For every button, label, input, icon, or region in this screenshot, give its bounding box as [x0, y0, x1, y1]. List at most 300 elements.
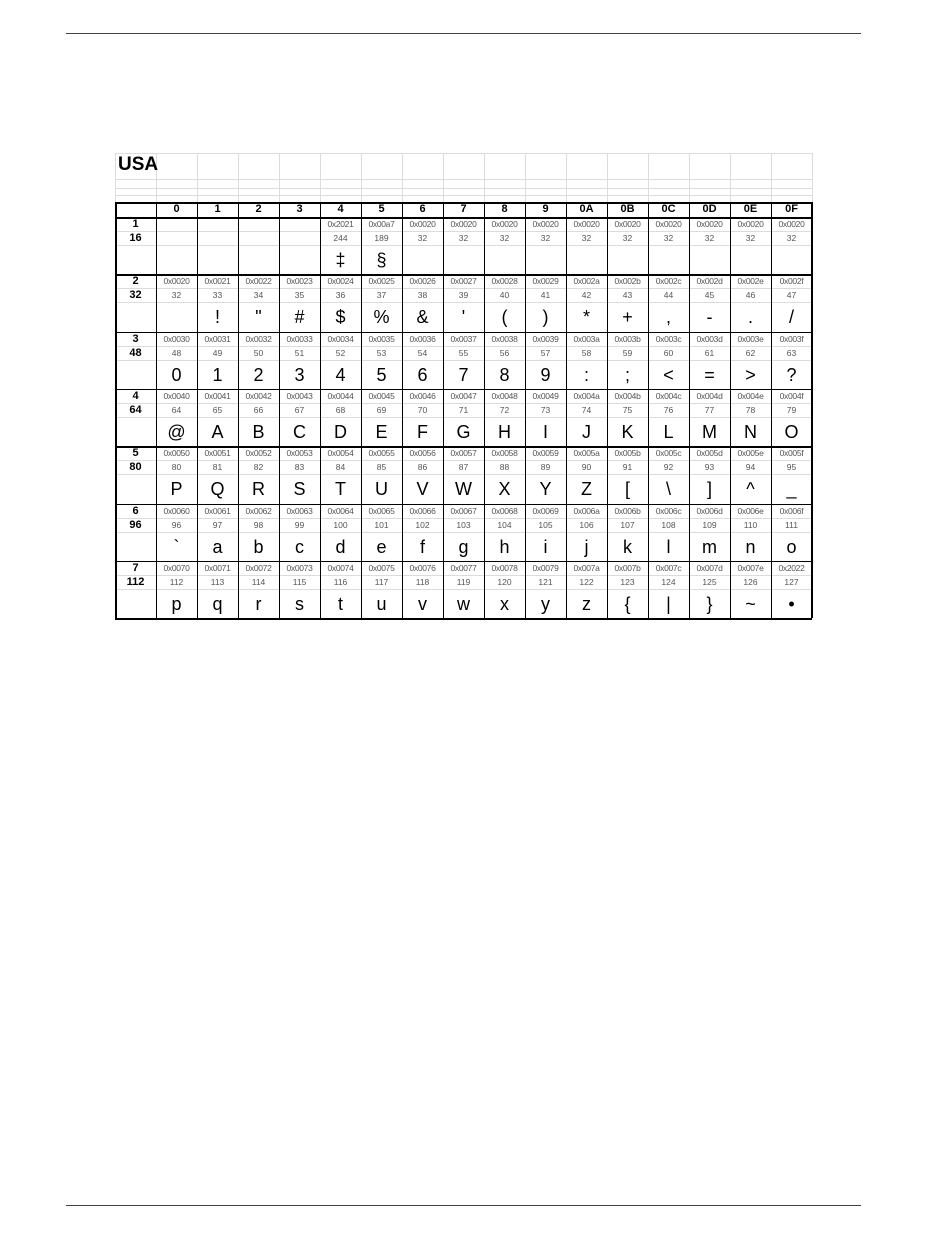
decimal-code: 70 [417, 404, 428, 415]
decimal-code: 66 [253, 404, 264, 415]
decimal-code: 38 [417, 290, 428, 301]
hex-code: 0x006c [655, 505, 682, 516]
decimal-code: 62 [745, 347, 756, 358]
hex-code: 0x0020 [655, 219, 682, 229]
hex-code: 0x002b [614, 276, 641, 287]
row-base: 16 [129, 232, 142, 244]
column-header: 0 [173, 203, 180, 215]
hex-code: 0x2021 [327, 219, 354, 229]
glyph: • [788, 593, 795, 614]
glyph: n [745, 536, 756, 557]
decimal-code: 48 [171, 347, 182, 358]
row-base: 80 [129, 461, 142, 474]
decimal-code: 63 [786, 347, 797, 358]
glyph [771, 249, 812, 274]
decimal-code: 115 [292, 576, 307, 587]
glyph: v [418, 593, 427, 614]
hex-code: 0x0056 [409, 448, 436, 459]
decimal-code: 118 [415, 576, 430, 587]
decimal-code: 113 [210, 576, 225, 587]
row-number: 4 [132, 389, 139, 402]
decimal-code: 32 [704, 233, 715, 243]
decimal-code: 32 [622, 233, 633, 243]
decimal-code: 32 [540, 233, 551, 243]
decimal-code: 43 [622, 290, 633, 301]
row-number: 7 [132, 561, 139, 574]
decimal-code: 121 [538, 576, 553, 587]
hex-code: 0x0057 [450, 448, 477, 459]
hex-code: 0x003b [614, 333, 641, 344]
glyph: l [666, 536, 671, 557]
decimal-code: 85 [376, 462, 387, 473]
glyph: 2 [253, 364, 264, 385]
glyph: } [706, 593, 713, 614]
hex-code: 0x005f [779, 448, 804, 459]
hex-code: 0x0039 [532, 333, 559, 344]
hex-code: 0x0075 [368, 562, 395, 573]
decimal-code: 45 [704, 290, 715, 301]
hex-code: 0x0046 [409, 390, 436, 401]
decimal-code: 119 [456, 576, 471, 587]
glyph: \ [665, 479, 671, 500]
glyph [238, 249, 279, 274]
glyph: p [171, 593, 182, 614]
hex-code: 0x0055 [368, 448, 395, 459]
hex-code: 0x0020 [163, 276, 190, 287]
decimal-code: 110 [743, 519, 758, 530]
glyph: u [376, 593, 387, 614]
glyph: A [211, 421, 224, 442]
hex-code: 0x0020 [573, 219, 600, 229]
glyph: o [786, 536, 797, 557]
hex-code: 0x007b [614, 562, 641, 573]
hex-code: 0x004a [573, 390, 600, 401]
decimal-code: 87 [458, 462, 469, 473]
decimal-code: 92 [663, 462, 674, 473]
glyph: k [623, 536, 632, 557]
glyph: * [582, 307, 590, 328]
column-header: 0D [702, 203, 717, 215]
row-border [115, 618, 812, 620]
decimal-code: 82 [253, 462, 264, 473]
decimal-code: 98 [253, 519, 264, 530]
hex-code: 0x0020 [778, 219, 805, 229]
glyph: 9 [540, 364, 551, 385]
glyph: - [706, 307, 713, 328]
glyph: T [335, 479, 346, 500]
hex-code: 0x004f [779, 390, 804, 401]
hex-code: 0x0020 [409, 219, 436, 229]
glyph: ; [624, 364, 630, 385]
glyph: @ [167, 421, 186, 442]
hex-code: 0x005c [655, 448, 682, 459]
glyph: ` [173, 536, 180, 557]
decimal-code: 84 [335, 462, 346, 473]
decimal-code: 32 [499, 233, 510, 243]
column-header: 0C [661, 203, 676, 215]
decimal-code: 99 [294, 519, 305, 530]
hex-code: 0x0069 [532, 505, 559, 516]
decimal-code: 32 [581, 233, 592, 243]
decimal-code: 108 [661, 519, 676, 530]
decimal-code: 55 [458, 347, 469, 358]
decimal-code: 116 [333, 576, 348, 587]
decimal-code: 102 [415, 519, 430, 530]
glyph: { [624, 593, 631, 614]
decimal-code [156, 232, 197, 246]
column-header: 1 [214, 203, 221, 215]
hex-code: 0x2022 [778, 562, 805, 573]
decimal-code: 61 [704, 347, 715, 358]
hex-code: 0x003f [779, 333, 804, 344]
glyph: , [665, 307, 671, 328]
row-number: 2 [132, 275, 139, 288]
hex-code [238, 218, 279, 232]
hex-code: 0x0073 [286, 562, 313, 573]
hex-code: 0x004e [737, 390, 764, 401]
header-rule [66, 33, 861, 34]
decimal-code: 75 [622, 404, 633, 415]
hex-code: 0x0049 [532, 390, 559, 401]
hex-code: 0x0045 [368, 390, 395, 401]
column-header: 6 [419, 203, 426, 215]
hex-code: 0x0067 [450, 505, 477, 516]
glyph [156, 306, 197, 331]
glyph: N [744, 421, 757, 442]
hex-code: 0x006e [737, 505, 764, 516]
decimal-code: 32 [171, 290, 182, 301]
glyph: b [253, 536, 264, 557]
hex-code: 0x0063 [286, 505, 313, 516]
decimal-code: 41 [540, 290, 551, 301]
gridline-horizontal [115, 179, 812, 180]
hex-code: 0x007a [573, 562, 600, 573]
glyph: F [417, 421, 428, 442]
decimal-code: 39 [458, 290, 469, 301]
decimal-code: 49 [212, 347, 223, 358]
hex-code: 0x0036 [409, 333, 436, 344]
hex-code: 0x0053 [286, 448, 313, 459]
glyph: G [456, 421, 471, 442]
glyph: g [458, 536, 469, 557]
decimal-code: 96 [171, 519, 182, 530]
glyph: ? [786, 364, 797, 385]
glyph: d [335, 536, 346, 557]
glyph: ~ [745, 593, 756, 614]
hex-code: 0x0031 [204, 333, 231, 344]
decimal-code: 40 [499, 290, 510, 301]
row-base: 48 [129, 346, 142, 359]
decimal-code: 100 [333, 519, 348, 530]
hex-code: 0x0034 [327, 333, 354, 344]
decimal-code: 32 [745, 233, 756, 243]
hex-code: 0x0077 [450, 562, 477, 573]
glyph: Y [539, 479, 552, 500]
row-number: 3 [132, 332, 139, 345]
decimal-code: 51 [294, 347, 305, 358]
glyph [443, 249, 484, 274]
decimal-code: 126 [743, 576, 758, 587]
hex-code: 0x0062 [245, 505, 272, 516]
glyph: e [376, 536, 387, 557]
decimal-code: 86 [417, 462, 428, 473]
hex-code: 0x0024 [327, 276, 354, 287]
column-header: 8 [501, 203, 508, 215]
decimal-code: 117 [374, 576, 389, 587]
decimal-code: 59 [622, 347, 633, 358]
glyph [197, 249, 238, 274]
decimal-code: 109 [702, 519, 717, 530]
hex-code: 0x0040 [163, 390, 190, 401]
hex-code: 0x0020 [450, 219, 477, 229]
hex-code: 0x0030 [163, 333, 190, 344]
hex-code: 0x003e [737, 333, 764, 344]
glyph: w [457, 593, 470, 614]
hex-code: 0x0037 [450, 333, 477, 344]
decimal-code: 72 [499, 404, 510, 415]
hex-code: 0x0061 [204, 505, 231, 516]
decimal-code: 124 [661, 576, 676, 587]
character-set-sheet [115, 153, 812, 618]
decimal-code: 69 [376, 404, 387, 415]
hex-code: 0x0020 [614, 219, 641, 229]
hex-code: 0x006f [779, 505, 804, 516]
glyph: X [498, 479, 511, 500]
decimal-code: 101 [374, 519, 389, 530]
glyph: D [334, 421, 347, 442]
decimal-code: 42 [581, 290, 592, 301]
glyph: m [702, 536, 717, 557]
hex-code: 0x004d [696, 390, 723, 401]
glyph: V [416, 479, 429, 500]
glyph: i [543, 536, 548, 557]
decimal-code [279, 232, 320, 246]
decimal-code: 79 [786, 404, 797, 415]
glyph [525, 249, 566, 274]
column-header: 7 [460, 203, 467, 215]
decimal-code: 64 [171, 404, 182, 415]
column-header: 4 [337, 203, 344, 215]
column-header: 0A [579, 203, 594, 215]
hex-code: 0x0020 [696, 219, 723, 229]
column-header: 3 [296, 203, 303, 215]
glyph: Q [210, 479, 225, 500]
decimal-code: 76 [663, 404, 674, 415]
glyph: > [745, 364, 756, 385]
hex-code: 0x0070 [163, 562, 190, 573]
glyph [566, 249, 607, 274]
hex-code: 0x0079 [532, 562, 559, 573]
glyph: 1 [212, 364, 223, 385]
glyph [279, 249, 320, 274]
glyph: ( [501, 307, 508, 328]
decimal-code: 77 [704, 404, 715, 415]
row-number: 1 [132, 218, 139, 230]
glyph: R [252, 479, 265, 500]
glyph: ‡ [335, 250, 346, 270]
row-number: 6 [132, 504, 139, 517]
decimal-code: 57 [540, 347, 551, 358]
decimal-code: 32 [663, 233, 674, 243]
glyph: : [583, 364, 589, 385]
glyph: & [416, 307, 429, 328]
decimal-code: 56 [499, 347, 510, 358]
decimal-code: 65 [212, 404, 223, 415]
glyph: M [702, 421, 717, 442]
hex-code: 0x0033 [286, 333, 313, 344]
hex-code: 0x007c [655, 562, 682, 573]
decimal-code: 125 [702, 576, 717, 587]
decimal-code: 73 [540, 404, 551, 415]
hex-code: 0x00a7 [368, 219, 395, 229]
glyph: / [788, 307, 794, 328]
table-title: USA [118, 154, 159, 175]
glyph [648, 249, 689, 274]
glyph: S [293, 479, 306, 500]
glyph [402, 249, 443, 274]
decimal-code: 89 [540, 462, 551, 473]
hex-code: 0x006d [696, 505, 723, 516]
hex-code: 0x0043 [286, 390, 313, 401]
decimal-code: 54 [417, 347, 428, 358]
glyph: 8 [499, 364, 510, 385]
hex-code: 0x0023 [286, 276, 313, 287]
decimal-code: 83 [294, 462, 305, 473]
glyph: + [622, 307, 633, 328]
hex-code: 0x002c [655, 276, 682, 287]
hex-code: 0x006b [614, 505, 641, 516]
glyph: ! [214, 307, 220, 328]
hex-code: 0x007d [696, 562, 723, 573]
decimal-code: 94 [745, 462, 756, 473]
decimal-code: 32 [417, 233, 428, 243]
hex-code: 0x0072 [245, 562, 272, 573]
decimal-code: 53 [376, 347, 387, 358]
hex-code: 0x0066 [409, 505, 436, 516]
glyph: 6 [417, 364, 428, 385]
glyph: I [542, 421, 548, 442]
glyph: § [376, 250, 387, 270]
glyph [689, 249, 730, 274]
decimal-code: 74 [581, 404, 592, 415]
decimal-code: 120 [497, 576, 512, 587]
decimal-code: 32 [458, 233, 469, 243]
decimal-code: 127 [784, 576, 799, 587]
decimal-code: 112 [169, 576, 184, 587]
glyph: $ [335, 307, 346, 328]
row-base: 112 [126, 575, 145, 588]
decimal-code: 95 [786, 462, 797, 473]
decimal-code: 106 [579, 519, 594, 530]
glyph [607, 249, 648, 274]
hex-code: 0x0078 [491, 562, 518, 573]
decimal-code: 88 [499, 462, 510, 473]
decimal-code: 44 [663, 290, 674, 301]
hex-code: 0x0068 [491, 505, 518, 516]
row-base: 96 [129, 518, 142, 531]
decimal-code [238, 232, 279, 246]
hex-code [197, 218, 238, 232]
glyph: J [582, 421, 591, 442]
column-header: 9 [542, 203, 549, 215]
column-header: 0B [620, 203, 635, 215]
hex-code: 0x003a [573, 333, 600, 344]
hex-code: 0x0032 [245, 333, 272, 344]
glyph: 4 [335, 364, 346, 385]
decimal-code: 78 [745, 404, 756, 415]
decimal-code: 32 [786, 233, 797, 243]
glyph: 7 [458, 364, 469, 385]
hex-code: 0x0025 [368, 276, 395, 287]
decimal-code: 103 [456, 519, 471, 530]
column-header: 0F [785, 203, 798, 215]
hex-code: 0x003c [655, 333, 682, 344]
glyph: W [455, 479, 472, 500]
decimal-code: 122 [579, 576, 594, 587]
decimal-code: 90 [581, 462, 592, 473]
glyph: r [255, 593, 262, 614]
hex-code: 0x0065 [368, 505, 395, 516]
hex-code: 0x002f [779, 276, 804, 287]
glyph [484, 249, 525, 274]
decimal-code: 189 [374, 233, 389, 243]
glyph: K [621, 421, 634, 442]
decimal-code: 33 [212, 290, 223, 301]
glyph: f [419, 536, 425, 557]
decimal-code: 60 [663, 347, 674, 358]
hex-code: 0x006a [573, 505, 600, 516]
glyph: _ [786, 479, 797, 500]
decimal-code: 71 [458, 404, 469, 415]
hex-code: 0x0020 [532, 219, 559, 229]
decimal-code: 36 [335, 290, 346, 301]
hex-code: 0x003d [696, 333, 723, 344]
hex-code: 0x0071 [204, 562, 231, 573]
decimal-code: 80 [171, 462, 182, 473]
row-number: 5 [132, 447, 139, 460]
glyph: # [294, 307, 305, 328]
hex-code: 0x002a [573, 276, 600, 287]
hex-code: 0x0020 [491, 219, 518, 229]
hex-code: 0x002e [737, 276, 764, 287]
glyph: t [337, 593, 343, 614]
decimal-code: 67 [294, 404, 305, 415]
glyph: a [212, 536, 223, 557]
glyph: ] [706, 479, 712, 500]
decimal-code: 244 [333, 233, 348, 243]
hex-code: 0x0020 [737, 219, 764, 229]
glyph: . [747, 307, 753, 328]
hex-code: 0x0054 [327, 448, 354, 459]
hex-code: 0x0050 [163, 448, 190, 459]
decimal-code: 50 [253, 347, 264, 358]
decimal-code: 105 [538, 519, 553, 530]
glyph: ) [542, 307, 549, 328]
hex-code: 0x0076 [409, 562, 436, 573]
decimal-code: 123 [620, 576, 635, 587]
decimal-code: 35 [294, 290, 305, 301]
glyph: L [663, 421, 674, 442]
row-base: 64 [129, 403, 142, 416]
hex-code: 0x0064 [327, 505, 354, 516]
hex-code: 0x0042 [245, 390, 272, 401]
decimal-code: 111 [785, 519, 798, 530]
decimal-code: 104 [497, 519, 512, 530]
decimal-code: 52 [335, 347, 346, 358]
gridline-horizontal [115, 195, 812, 196]
glyph: 5 [376, 364, 387, 385]
decimal-code: 37 [376, 290, 387, 301]
